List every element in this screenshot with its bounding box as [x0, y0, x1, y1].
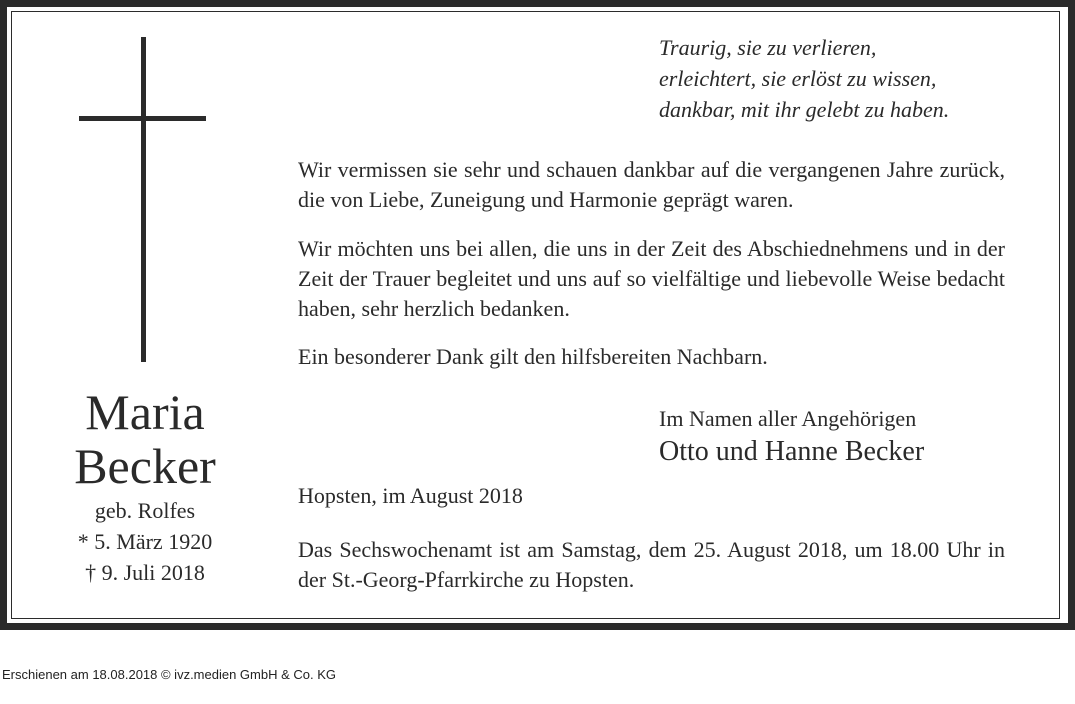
- signature-block: [659, 404, 1039, 470]
- deceased-last-name: Becker: [74, 438, 216, 494]
- paragraph-thanks-support: Wir möchten uns bei allen, die uns in der Zeit des Abschiednehmens und in der Zeit der Trauer begleitet und uns auf so vielfältige und liebevolle Weise bedacht haben, sehr herzlich bedanken.: [298, 236, 1005, 321]
- deceased-block: [40, 385, 250, 588]
- signature-names: Otto und Hanne Becker: [659, 436, 925, 467]
- signature-intro: Im Namen aller Angehörigen: [659, 406, 917, 431]
- service-notice: Das Sechswochenamt ist am Samstag, dem 25. August 2018, um 18.00 Uhr in der St.-Georg-Pfarrkirche zu Hopsten.: [298, 537, 1005, 592]
- publication-footer: Erschienen am 18.08.2018 © ivz.medien GmbH & Co. KG: [2, 667, 337, 682]
- poem-line: erleichtert, sie erlöst zu wissen,: [659, 66, 937, 91]
- deceased-maiden-name: geb. Rolfes: [94, 498, 196, 523]
- poem-line: dankbar, mit ihr gelebt zu haben.: [659, 97, 950, 122]
- poem: [659, 32, 1039, 125]
- place-date: Hopsten, im August 2018: [298, 483, 523, 508]
- paragraph-thanks-neighbors: Ein besonderer Dank gilt den hilfsbereiten Nachbarn.: [298, 344, 768, 369]
- deceased-death-date: † 9. Juli 2018: [85, 560, 205, 585]
- deceased-first-name: Maria: [85, 384, 205, 440]
- poem-line: Traurig, sie zu verlieren,: [659, 35, 877, 60]
- deceased-birth-date: * 5. März 1920: [77, 529, 213, 554]
- paragraph-thanks-memory: Wir vermissen sie sehr und schauen dankbar auf die vergangenen Jahre zurück, die von Liebe, Zuneigung und Harmonie geprägt waren.: [298, 157, 1005, 212]
- cross-vertical-bar: [141, 37, 146, 362]
- cross-horizontal-bar: [79, 116, 206, 121]
